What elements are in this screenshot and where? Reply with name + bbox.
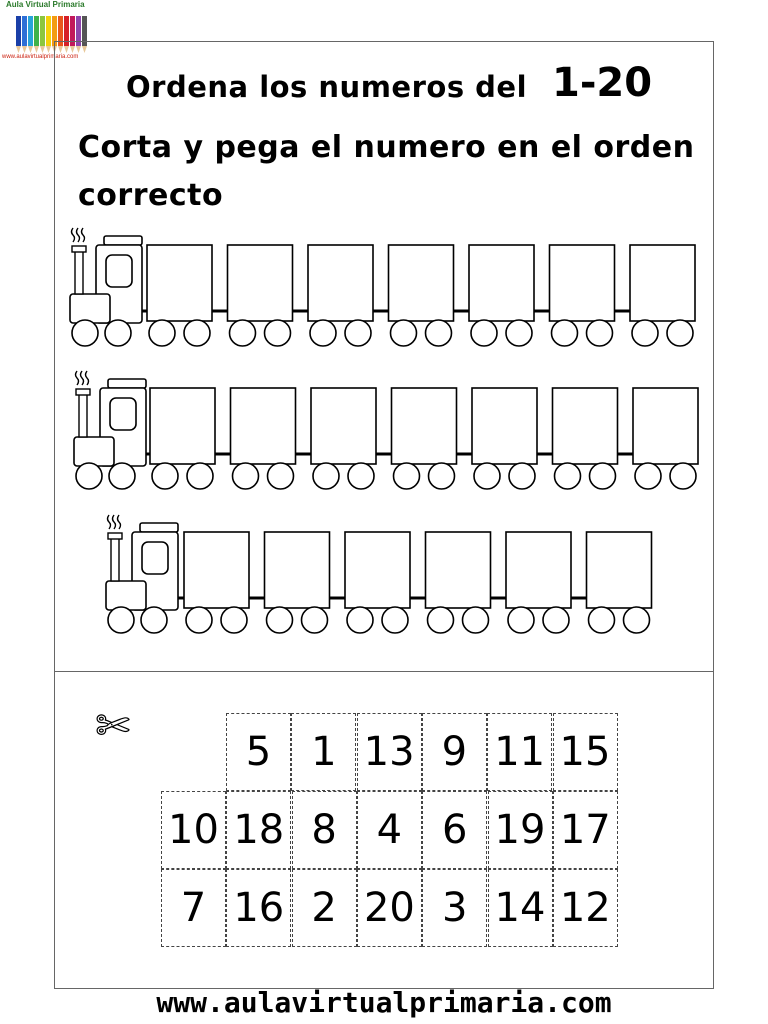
logo-title: Aula Virtual Primaria — [6, 0, 85, 9]
number-card: 9 — [422, 713, 487, 791]
page-title: Ordena los numeros del — [126, 70, 528, 104]
scissors-icon: ✄ — [95, 701, 131, 750]
instruction-text: Corta y pega el numero en el orden correcto — [78, 130, 695, 213]
number-card: 16 — [226, 869, 291, 947]
number-card: 3 — [422, 869, 487, 947]
number-card: 19 — [488, 791, 553, 869]
title-range: 1-20 — [552, 60, 653, 106]
number-card: 18 — [226, 791, 291, 869]
number-card: 8 — [292, 791, 357, 869]
number-card: 14 — [488, 869, 553, 947]
logo-url: www.aulavirtualprimaria.com — [2, 54, 79, 60]
number-card: 6 — [422, 791, 487, 869]
number-card: 11 — [487, 713, 552, 791]
number-card: 2 — [292, 869, 357, 947]
number-card: 12 — [553, 869, 618, 947]
number-card: 17 — [553, 791, 618, 869]
number-card: 7 — [161, 869, 226, 947]
number-card: 13 — [357, 713, 422, 791]
number-card: 10 — [161, 791, 226, 869]
number-card: 20 — [357, 869, 422, 947]
number-card: 1 — [291, 713, 356, 791]
number-card: 4 — [357, 791, 422, 869]
number-card: 15 — [553, 713, 618, 791]
number-card: 5 — [226, 713, 291, 791]
footer-url: www.aulavirtualprimaria.com — [156, 986, 612, 1019]
